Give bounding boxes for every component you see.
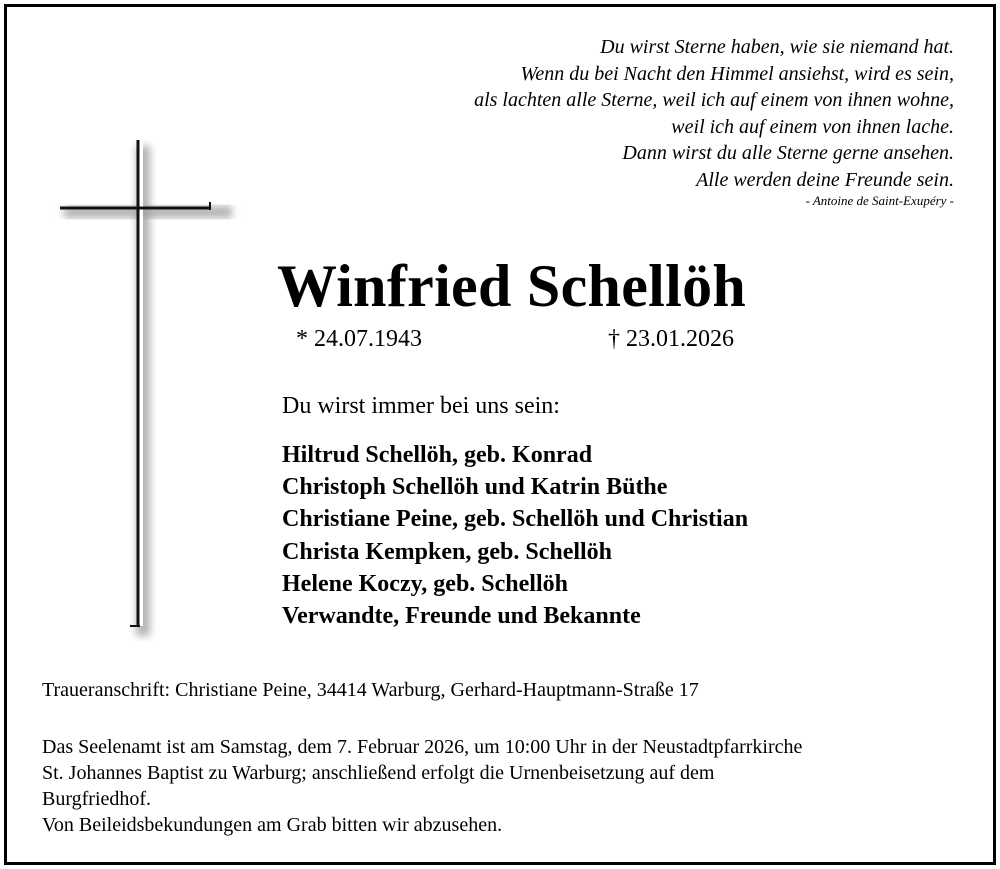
poem-line: als lachten alle Sterne, weil ich auf einem von ihnen wohne,: [474, 89, 954, 111]
mourner-entry: Christa Kempken, geb. Schellöh: [282, 538, 613, 565]
poem-line: Alle werden deine Freunde sein.: [696, 168, 954, 191]
poem-line: Du wirst Sterne haben, wie sie niemand hat.: [600, 36, 954, 58]
service-line: Burgfriedhof.: [42, 788, 152, 810]
birth-date: * 24.07.1943: [296, 326, 422, 352]
mourning-address: Traueranschrift: Christiane Peine, 34414 Warburg, Gerhard-Hauptmann-Straße 17: [42, 679, 699, 701]
service-info: [42, 734, 802, 838]
poem-author: - Antoine de Saint-Exupéry -: [805, 193, 954, 208]
service-line: Von Beileidsbekundungen am Grab bitten wir abzusehen.: [42, 814, 503, 836]
death-date: † 23.01.2026: [608, 326, 734, 352]
poem-line: Wenn du bei Nacht den Himmel ansiehst, wird es sein,: [520, 62, 954, 85]
deceased-name: Winfried Schellöh: [277, 253, 747, 319]
service-line: St. Johannes Baptist zu Warburg; anschließend erfolgt die Urnenbeisetzung auf dem: [42, 762, 715, 784]
mourner-entry: Christiane Peine, geb. Schellöh und Christian: [282, 506, 749, 533]
mourner-entry: Verwandte, Freunde und Bekannte: [282, 603, 641, 630]
poem-line: Dann wirst du alle Sterne gerne ansehen.: [622, 142, 954, 164]
poem-line: weil ich auf einem von ihnen lache.: [671, 115, 954, 138]
mourners-list: [282, 439, 748, 632]
mourner-entry: Helene Koczy, geb. Schellöh: [282, 570, 568, 597]
intro-text: Du wirst immer bei uns sein:: [282, 393, 560, 419]
cross-icon: [52, 132, 252, 642]
mourner-entry: Christoph Schellöh und Katrin Büthe: [282, 474, 668, 501]
poem: [474, 34, 954, 193]
mourner-entry: Hiltrud Schellöh, geb. Konrad: [282, 442, 593, 468]
service-line: Das Seelenamt ist am Samstag, dem 7. Februar 2026, um 10:00 Uhr in der Neustadtpfarrkirche: [42, 736, 803, 758]
